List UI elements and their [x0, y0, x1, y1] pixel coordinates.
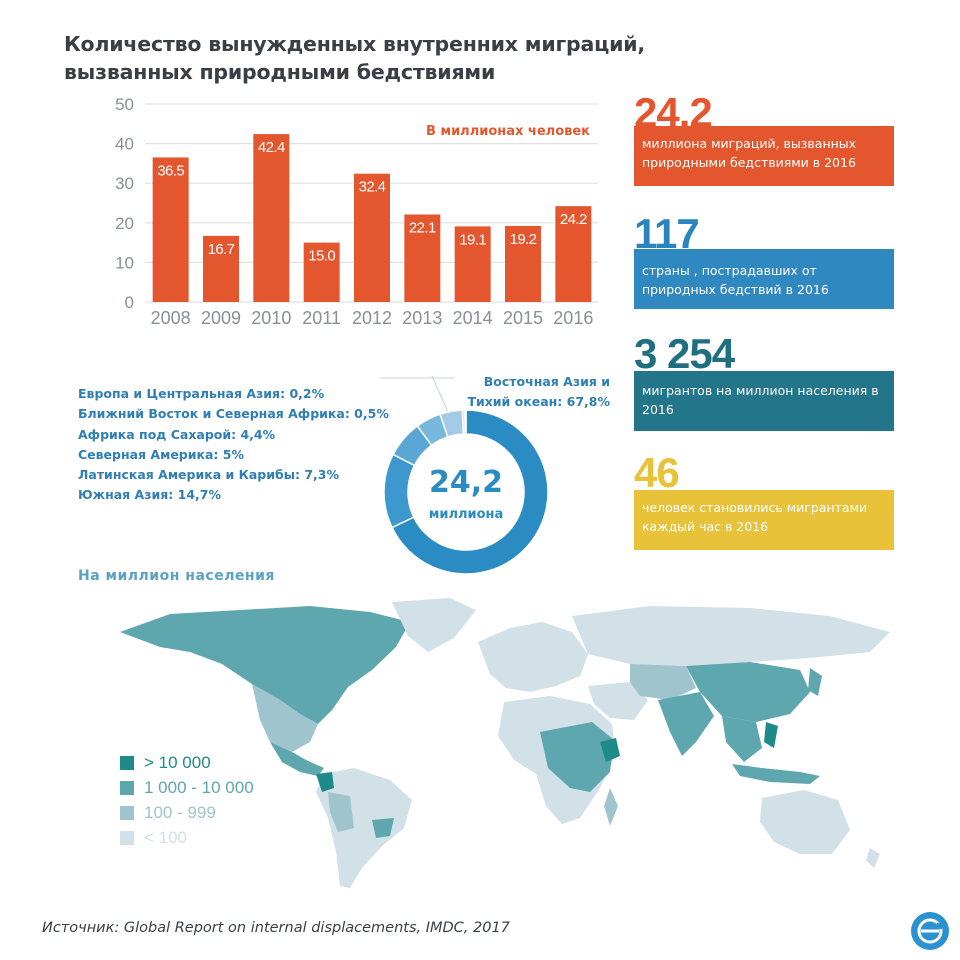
legend-label: 1 000 - 10 000	[144, 777, 254, 797]
region-new-zealand	[866, 848, 880, 868]
region-europe	[478, 622, 588, 692]
region-indonesia	[732, 764, 820, 784]
x-tick-label: 2014	[452, 308, 493, 328]
stat-number: 3 254	[634, 330, 735, 377]
region-greenland	[392, 598, 476, 652]
y-tick-label: 40	[115, 134, 134, 154]
region-russia	[572, 606, 890, 666]
map-legend-item	[120, 750, 254, 775]
region-madagascar	[604, 788, 618, 826]
bar-value-label: 42.4	[257, 139, 285, 157]
region-australia	[760, 790, 850, 854]
donut-slice-европа	[465, 410, 466, 434]
legend-label: < 100	[144, 827, 188, 847]
bar-value-label: 24.2	[559, 211, 587, 229]
bar-value-label: 19.1	[459, 231, 487, 249]
stat-per-hour	[634, 449, 894, 550]
legend-swatch	[120, 831, 134, 845]
bar-value-label: 15.0	[308, 247, 336, 265]
source-note: Источник: Global Report on internal displacements, IMDC, 2017	[42, 920, 510, 936]
legend-label: 100 - 999	[144, 802, 216, 822]
logo	[911, 912, 949, 950]
legend-swatch	[120, 806, 134, 820]
map-legend-item	[120, 825, 254, 850]
chart-annotation: В миллионах человек	[426, 124, 590, 139]
y-tick-label: 10	[115, 253, 134, 273]
legend-north-america: Северная Америка: 5%	[78, 446, 245, 462]
stat-migrations	[634, 89, 894, 186]
x-tick-label: 2011	[302, 308, 342, 328]
legend-label: > 10 000	[144, 752, 211, 772]
title-line-2: вызванных природными бедствиями	[64, 60, 496, 84]
legend-europe: Европа и Центральная Азия: 0,2%	[78, 386, 325, 401]
legend-africa: Африка под Сахарой: 4,4%	[78, 426, 276, 442]
legend-east-asia-line2: Тихий океан: 67,8%	[467, 394, 610, 409]
legend-south-asia: Южная Азия: 14,7%	[78, 487, 221, 503]
map-legend-item	[120, 775, 254, 800]
title-line-1: Количество вынужденных внутренних миграций,	[64, 32, 646, 56]
region-central-asia	[630, 664, 696, 700]
legend-latin-america: Латинская Америка и Карибы: 7,3%	[78, 467, 340, 483]
donut-center-label: миллиона	[428, 507, 504, 522]
y-tick-label: 0	[124, 293, 134, 312]
x-tick-label: 2016	[553, 308, 594, 328]
stat-text: мигрантов на миллион населения в 2016	[634, 371, 894, 431]
region-india	[658, 692, 714, 756]
bar-value-label: 19.2	[509, 230, 537, 248]
stat-number: 24.2	[634, 89, 712, 136]
map-title: На миллион населения	[78, 568, 275, 584]
region-southeast-asia	[722, 716, 762, 762]
stat-text: страны , пострадавших от природных бедствий в 2016	[634, 249, 894, 309]
x-tick-label: 2010	[251, 308, 292, 328]
x-tick-label: 2008	[150, 308, 191, 328]
stat-countries	[634, 210, 894, 309]
region-japan	[808, 668, 822, 696]
bar-value-label: 16.7	[207, 240, 235, 258]
map-legend	[120, 750, 254, 850]
x-tick-label: 2012	[351, 308, 393, 328]
legend-swatch	[120, 781, 134, 795]
legend-swatch	[120, 756, 134, 770]
donut-legend	[78, 384, 389, 506]
x-tick-label: 2013	[402, 308, 443, 328]
stat-per-million	[634, 330, 894, 431]
x-tick-label: 2009	[200, 308, 242, 328]
map-legend-item	[120, 800, 254, 825]
y-tick-label: 20	[115, 213, 134, 233]
stat-number: 117	[634, 210, 699, 257]
logo-icon	[911, 912, 949, 950]
x-tick-label: 2015	[502, 308, 544, 328]
region-philippines	[764, 722, 778, 748]
donut-center-value: 24,2	[428, 465, 504, 500]
stat-text: человек становились мигрантами каждый час в 2016	[634, 490, 894, 550]
y-tick-label: 50	[115, 95, 134, 114]
y-tick-label: 30	[115, 174, 134, 194]
legend-middle-east: Ближний Восток и Северная Африка: 0,5%	[78, 406, 389, 422]
stat-number: 46	[634, 449, 679, 496]
bar-value-label: 32.4	[358, 178, 386, 196]
bar-value-label: 36.5	[157, 162, 185, 180]
stat-text: миллиона миграций, вызванных природными бедствиями в 2016	[634, 126, 894, 186]
legend-east-asia-line1: Восточная Азия и	[483, 374, 610, 389]
bar-value-label: 22.1	[408, 219, 436, 237]
legend-east-asia	[430, 372, 610, 412]
